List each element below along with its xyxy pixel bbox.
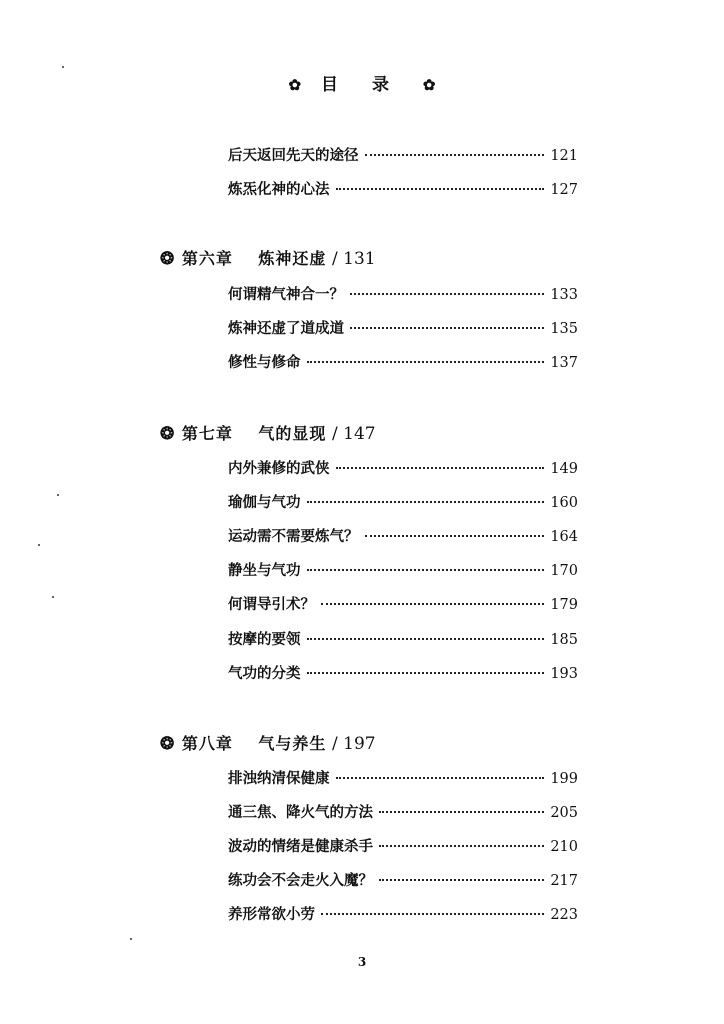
toc-entry-page: 121 — [550, 148, 578, 164]
dot-leader — [350, 293, 544, 295]
toc-entry-page: 149 — [550, 461, 578, 477]
toc-entry-title: 修性与修命 — [228, 355, 301, 371]
toc-entry-title: 波动的情绪是健康杀手 — [228, 839, 373, 855]
chapter-number: 第六章 — [181, 249, 233, 268]
flower-ornament-icon: ✿ — [288, 76, 302, 94]
toc-entry[interactable] — [228, 458, 578, 480]
page-number: 3 — [357, 955, 367, 969]
toc-entry[interactable] — [228, 492, 578, 514]
toc-entry-title: 按摩的要领 — [228, 632, 301, 648]
toc-entry-title: 炼炁化神的心法 — [228, 182, 330, 198]
toc-entry-page: 170 — [550, 563, 578, 579]
page-title — [0, 70, 724, 95]
toc-entry-page: 205 — [550, 805, 578, 821]
dot-leader — [307, 361, 545, 363]
toc-entry-title: 养形常欲小劳 — [228, 907, 315, 923]
toc-entry[interactable] — [228, 352, 578, 374]
chapter-title: 气的显现 — [258, 424, 327, 443]
chapter-page: / 131 — [332, 249, 376, 269]
toc-entry[interactable] — [228, 284, 578, 306]
dot-leader — [379, 811, 544, 813]
scan-speck — [130, 938, 132, 940]
chapter-ornament-icon: ❂ — [160, 424, 175, 444]
toc-entry[interactable] — [228, 768, 578, 790]
scan-speck — [38, 544, 40, 546]
toc-entry-title: 气功的分类 — [228, 666, 301, 682]
dot-leader — [321, 913, 544, 915]
toc-entry[interactable] — [228, 560, 578, 582]
chapter-number: 第八章 — [181, 734, 233, 753]
dot-leader — [321, 603, 544, 605]
chapter-page: / 147 — [332, 424, 376, 444]
toc-entry-title: 练功会不会走火入魔？ — [228, 873, 373, 889]
scan-speck — [62, 66, 64, 68]
toc-entry-title: 何谓精气神合一？ — [228, 287, 344, 303]
toc-entry-page: 127 — [550, 182, 578, 198]
toc-entry-page: 210 — [550, 839, 578, 855]
chapter-title: 炼神还虚 — [258, 249, 327, 268]
toc-entry-title: 运动需不需要炼气？ — [228, 529, 359, 545]
page-title-text: 目 录 — [321, 75, 403, 95]
toc-entry-page: 199 — [550, 771, 578, 787]
toc-entry[interactable] — [228, 904, 578, 926]
toc-entry[interactable] — [228, 870, 578, 892]
toc-entry-page: 223 — [550, 907, 578, 923]
toc-entry[interactable] — [228, 526, 578, 548]
chapter-ornament-icon: ❂ — [160, 734, 175, 754]
toc-entry[interactable] — [228, 179, 578, 201]
toc-entry-title: 通三焦、降火气的方法 — [228, 805, 373, 821]
toc-entry-page: 133 — [550, 287, 578, 303]
toc-entry-page: 160 — [550, 495, 578, 511]
chapter-heading[interactable] — [160, 248, 376, 270]
chapter-ornament-icon: ❂ — [160, 249, 175, 269]
chapter-page: / 197 — [332, 734, 376, 754]
toc-entry-title: 静坐与气功 — [228, 563, 301, 579]
dot-leader — [365, 535, 545, 537]
toc-entry-page: 217 — [550, 873, 578, 889]
toc-entry[interactable] — [228, 663, 578, 685]
toc-entry[interactable] — [228, 629, 578, 651]
dot-leader — [350, 327, 544, 329]
toc-entry[interactable] — [228, 145, 578, 167]
toc-entry[interactable] — [228, 802, 578, 824]
toc-entry[interactable] — [228, 594, 578, 616]
chapter-title: 气与养生 — [258, 734, 327, 753]
toc-entry-title: 排浊纳清保健康 — [228, 771, 330, 787]
toc-entry-page: 164 — [550, 529, 578, 545]
toc-entry-page: 137 — [550, 355, 578, 371]
dot-leader — [336, 777, 545, 779]
toc-entry[interactable] — [228, 318, 578, 340]
scan-speck — [57, 494, 59, 496]
toc-entry-title: 瑜伽与气功 — [228, 495, 301, 511]
toc-entry-page: 179 — [550, 597, 578, 613]
dot-leader — [307, 501, 545, 503]
dot-leader — [365, 154, 545, 156]
toc-entry-page: 135 — [550, 321, 578, 337]
scan-speck — [52, 596, 54, 598]
dot-leader — [336, 188, 545, 190]
toc-entry-title: 炼神还虚了道成道 — [228, 321, 344, 337]
chapter-number: 第七章 — [181, 424, 233, 443]
toc-entry-page: 185 — [550, 632, 578, 648]
toc-entry-title: 何谓导引术？ — [228, 597, 315, 613]
flower-ornament-icon: ✿ — [422, 76, 436, 94]
dot-leader — [307, 569, 545, 571]
dot-leader — [307, 638, 545, 640]
chapter-heading[interactable] — [160, 733, 376, 755]
dot-leader — [307, 672, 545, 674]
toc-entry-page: 193 — [550, 666, 578, 682]
chapter-heading[interactable] — [160, 423, 376, 445]
dot-leader — [379, 879, 544, 881]
toc-entry-title: 后天返回先天的途径 — [228, 148, 359, 164]
dot-leader — [379, 845, 544, 847]
dot-leader — [336, 467, 545, 469]
toc-entry-title: 内外兼修的武侠 — [228, 461, 330, 477]
toc-entry[interactable] — [228, 836, 578, 858]
